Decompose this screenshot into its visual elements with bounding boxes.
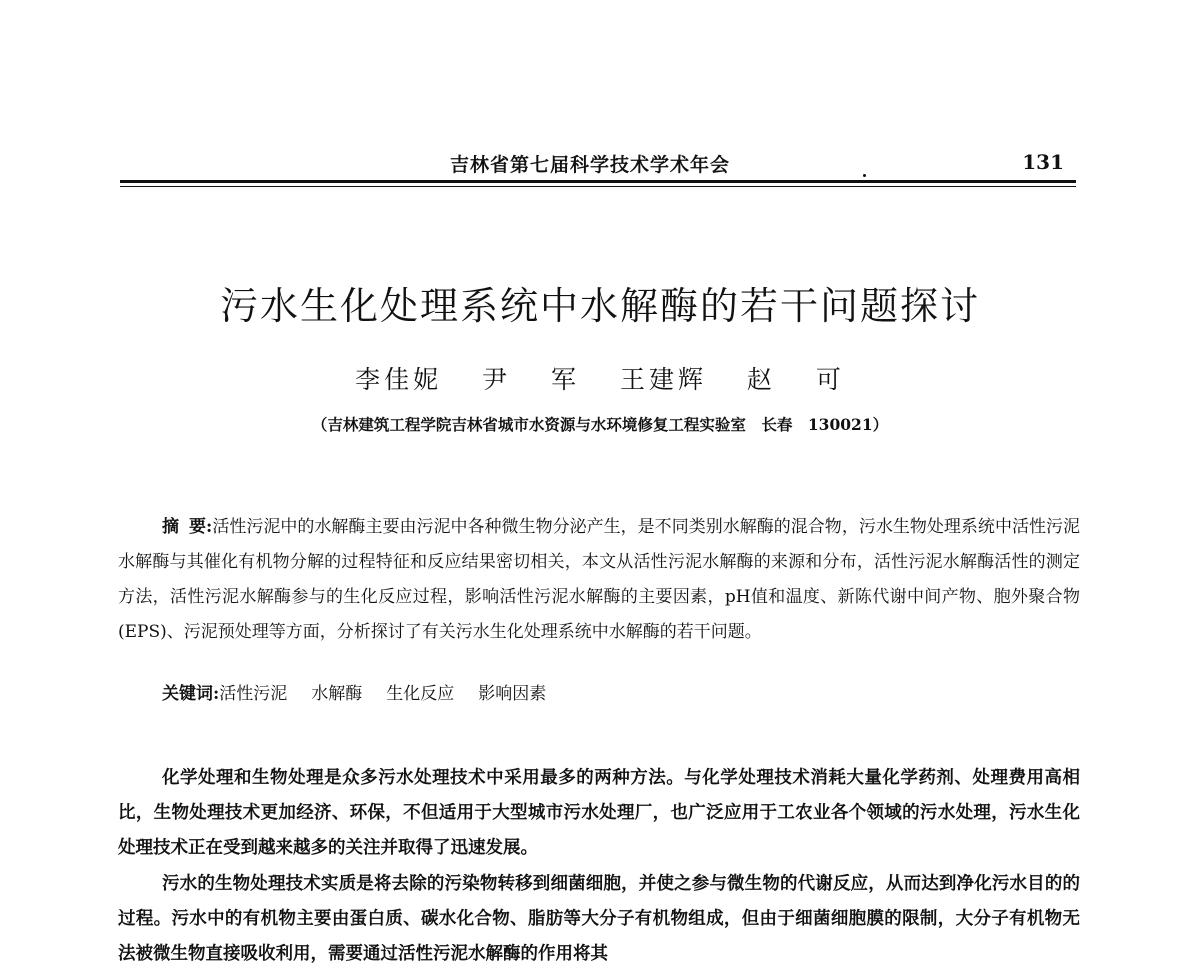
abstract-label-start: 摘 <box>162 517 190 537</box>
journal-name: 吉林省第七届科学技术学术年会 <box>450 154 731 176</box>
keywords <box>162 677 1082 712</box>
keyword-item: 水解酶 <box>311 684 363 704</box>
body-paragraph-1: 化学处理和生物处理是众多污水处理技术中采用最多的两种方法。与化学处理技术消耗大量化学药剂、处理费用高相比，生物处理技术更加经济、环保，不但适用于大型城市污水处理厂，也广泛应用于工农业各个领域的污水处理，污水生化处理技术正在受到越来越多的关注并取得了迅速发展。 <box>118 767 1080 858</box>
abstract-label-end: 要: <box>189 517 213 537</box>
abstract <box>118 510 1080 650</box>
header-rule-thin <box>120 186 1076 187</box>
keyword-item: 活性污泥 <box>219 684 288 704</box>
paper-title: 污水生化处理系统中水解酶的若干问题探讨 <box>219 284 980 329</box>
author-list: 李佳妮 尹 军 王建辉 赵 可 <box>355 365 845 394</box>
keyword-item: 影响因素 <box>478 684 547 704</box>
scan-speck <box>863 174 866 177</box>
running-header <box>120 150 1076 180</box>
header-rule-thick <box>120 180 1076 183</box>
body-paragraph-2: 污水的生物处理技术实质是将去除的污染物转移到细菌细胞，并使之参与微生物的代谢反应，从而达到净化污水目的的过程。污水中的有机物主要由蛋白质、碳水化合物、脂肪等大分子有机物组成，但由于细菌细胞膜的限制，大分子有机物无法被微生物直接吸收利用，需要通过活性污泥水解酶的作用将其 <box>118 873 1080 964</box>
affiliation: （吉林建筑工程学院吉林省城市水资源与水环境修复工程实验室 长春 130021） <box>311 415 889 434</box>
keywords-label: 关键词: <box>162 684 220 704</box>
page-number: 131 <box>1022 150 1064 174</box>
abstract-text: 活性污泥中的水解酶主要由污泥中各种微生物分泌产生，是不同类别水解酶的混合物，污水生物处理系统中活性污泥水解酶与其催化有机物分解的过程特征和反应结果密切相关，本文从活性污泥水解酶的来源和分布，活性污泥水解酶活性的测定方法，活性污泥水解酶参与的生化反应过程，影响活性污泥水解酶的主要因素，pH值和温度、新陈代谢中间产物、胞外聚合物(EPS)、污泥预处理等方面，分析探讨了有关污水生化处理系统中水解酶的若干问题。 <box>118 517 1081 642</box>
keyword-item: 生化反应 <box>386 684 455 704</box>
